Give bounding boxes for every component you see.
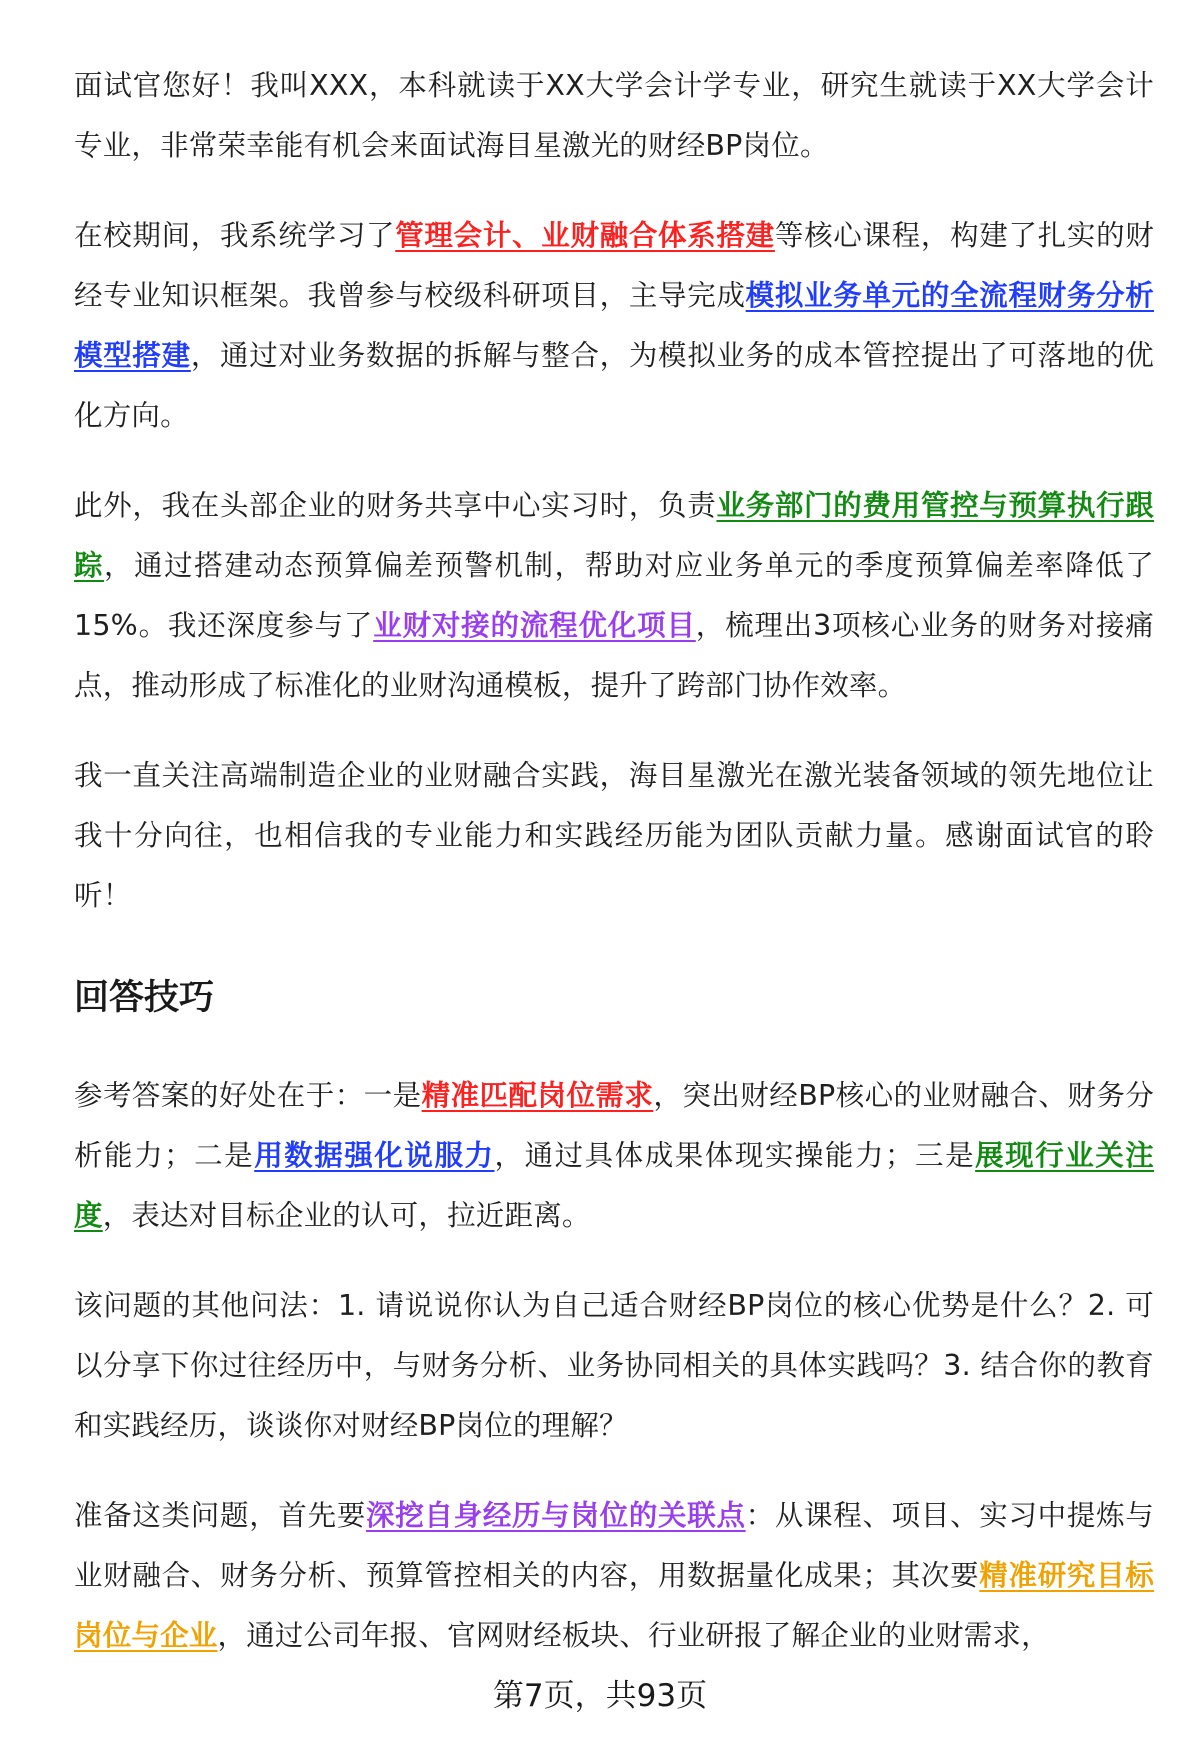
text-run: 面试官您好！我叫XXX，本科就读于XX大学会计学专业，研究生就读于XX大学会计专业，非常荣幸能有机会来面试海目星激光的财经BP岗位。 (74, 69, 1154, 162)
text-run: 参考答案的好处在于：一是 (74, 1079, 422, 1112)
highlighted-phrase: 用数据强化说服力 (254, 1139, 495, 1172)
paragraph (74, 476, 1154, 716)
text-run: 此外，我在头部企业的财务共享中心实习时，负责 (74, 489, 717, 522)
highlighted-phrase: 业财对接的流程优化项目 (373, 609, 696, 642)
text-run: 准备这类问题，首先要 (74, 1499, 367, 1532)
paragraph (74, 1486, 1154, 1666)
highlighted-phrase: 模拟业务单元的全流程财务分析模型搭建 (74, 279, 1154, 372)
paragraph (74, 1276, 1154, 1456)
highlighted-phrase: 展现行业关注度 (74, 1139, 1155, 1232)
highlighted-phrase: 精准研究目标岗位与企业 (74, 1559, 1155, 1652)
document-page (74, 56, 1154, 1696)
text-run: ，通过搭建动态预算偏差预警机制，帮助对应业务单元的季度预算偏差率降低了15%。我还深度参与了 (74, 549, 1154, 642)
text-run: ，通过具体成果体现实操能力；三是 (494, 1139, 976, 1172)
highlighted-phrase: 精准匹配岗位需求 (421, 1079, 654, 1112)
text-run: 该问题的其他问法：1. 请说说你认为自己适合财经BP岗位的核心优势是什么？2. 可以分享下你过往经历中，与财务分析、业务协同相关的具体实践吗？3. 结合你的教育和实践经历，谈谈你对财经BP岗位的理解？ (74, 1289, 1154, 1442)
text-run: ，通过公司年报、官网财经板块、行业研报了解企业的业财需求， (217, 1619, 1050, 1652)
paragraph (74, 206, 1154, 446)
paragraph (74, 56, 1154, 176)
text-run: ，突出财经BP核心的业财融合、财务分析能力；二是 (74, 1079, 1154, 1172)
highlighted-phrase: 业务部门的费用管控与预算执行跟踪 (74, 489, 1154, 582)
text-run: 我一直关注高端制造企业的业财融合实践，海目星激光在激光装备领域的领先地位让我十分向往，也相信我的专业能力和实践经历能为团队贡献力量。感谢面试官的聆听！ (74, 759, 1154, 912)
page-footer: 第7页，共93页 (492, 1678, 708, 1714)
paragraph (74, 746, 1154, 926)
highlighted-phrase: 深挖自身经历与岗位的关联点 (366, 1499, 746, 1532)
intro-section (74, 56, 1154, 926)
text-run: ，梳理出3项核心业务的财务对接痛点，推动形成了标准化的业财沟通模板，提升了跨部门协作效率。 (74, 609, 1155, 702)
tips-section (74, 1066, 1154, 1666)
highlighted-phrase: 管理会计、业财融合体系搭建 (395, 219, 775, 252)
section-title: 回答技巧 (74, 978, 215, 1018)
text-run: 在校期间，我系统学习了 (74, 219, 396, 252)
text-run: ：从课程、项目、实习中提炼与业财融合、财务分析、预算管控相关的内容，用数据量化成果；其次要 (74, 1499, 1154, 1592)
text-run: ，通过对业务数据的拆解与整合，为模拟业务的成本管控提出了可落地的优化方向。 (74, 339, 1154, 432)
paragraph (74, 1066, 1154, 1246)
text-run: 等核心课程，构建了扎实的财经专业知识框架。我曾参与校级科研项目，主导完成 (74, 219, 1155, 312)
text-run: ，表达对目标企业的认可，拉近距离。 (102, 1199, 591, 1232)
